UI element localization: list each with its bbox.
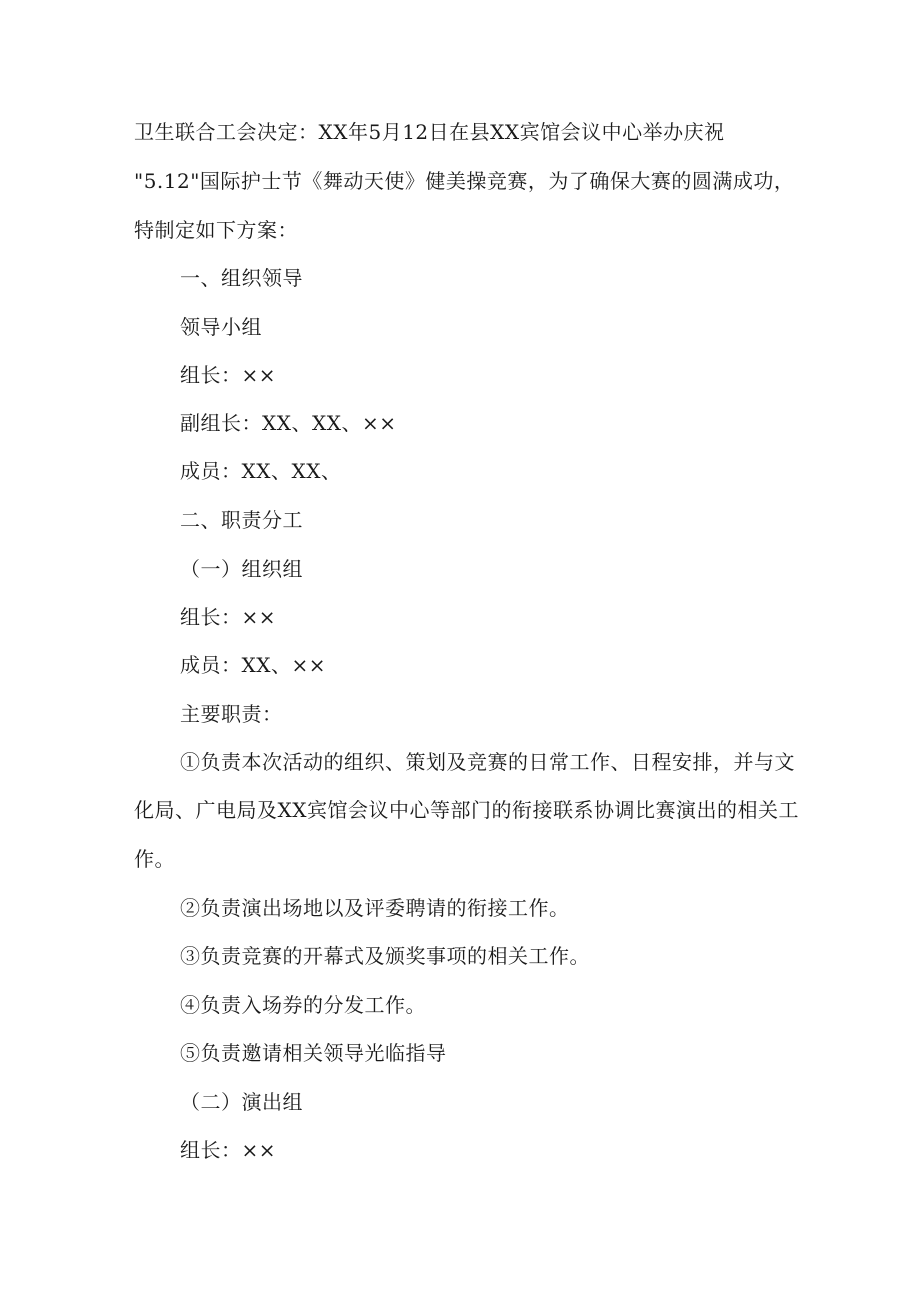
- body-text-line: ③负责竞赛的开幕式及颁奖事项的相关工作。: [180, 944, 590, 968]
- body-text-line: 作。: [134, 847, 175, 871]
- body-text-line: 组长：××: [180, 605, 277, 629]
- body-text-line: 组长：××: [180, 1138, 277, 1162]
- subsection-heading: （一）组织组: [180, 557, 303, 581]
- body-text-line: 副组长：XX、XX、××: [180, 411, 397, 435]
- section-heading: 二、职责分工: [180, 508, 303, 532]
- subsection-heading: 领导小组: [180, 315, 262, 339]
- body-text-line: ②负责演出场地以及评委聘请的衔接工作。: [180, 896, 570, 920]
- body-text-line: ①负责本次活动的组织、策划及竞赛的日常工作、日程安排，并与文: [180, 750, 795, 774]
- body-text-line: 成员：XX、XX、: [180, 459, 342, 483]
- body-text-line: ⑤负责邀请相关领导光临指导: [180, 1041, 447, 1065]
- body-text-line: "5.12"国际护士节《舞动天使》健美操竞赛，为了确保大赛的圆满成功，: [134, 169, 795, 193]
- body-text-line: 主要职责：: [180, 702, 283, 726]
- body-text-line: ④负责入场券的分发工作。: [180, 993, 426, 1017]
- section-heading: 一、组织领导: [180, 266, 303, 290]
- body-text-line: 化局、广电局及XX宾馆会议中心等部门的衔接联系协调比赛演出的相关工: [134, 798, 799, 822]
- subsection-heading: （二）演出组: [180, 1090, 303, 1114]
- body-text-line: 组长：××: [180, 363, 277, 387]
- body-text-line: 特制定如下方案：: [134, 218, 298, 242]
- body-text-line: 卫生联合工会决定：XX年5月12日在县XX宾馆会议中心举办庆祝: [134, 120, 725, 144]
- body-text-line: 成员：XX、××: [180, 653, 326, 677]
